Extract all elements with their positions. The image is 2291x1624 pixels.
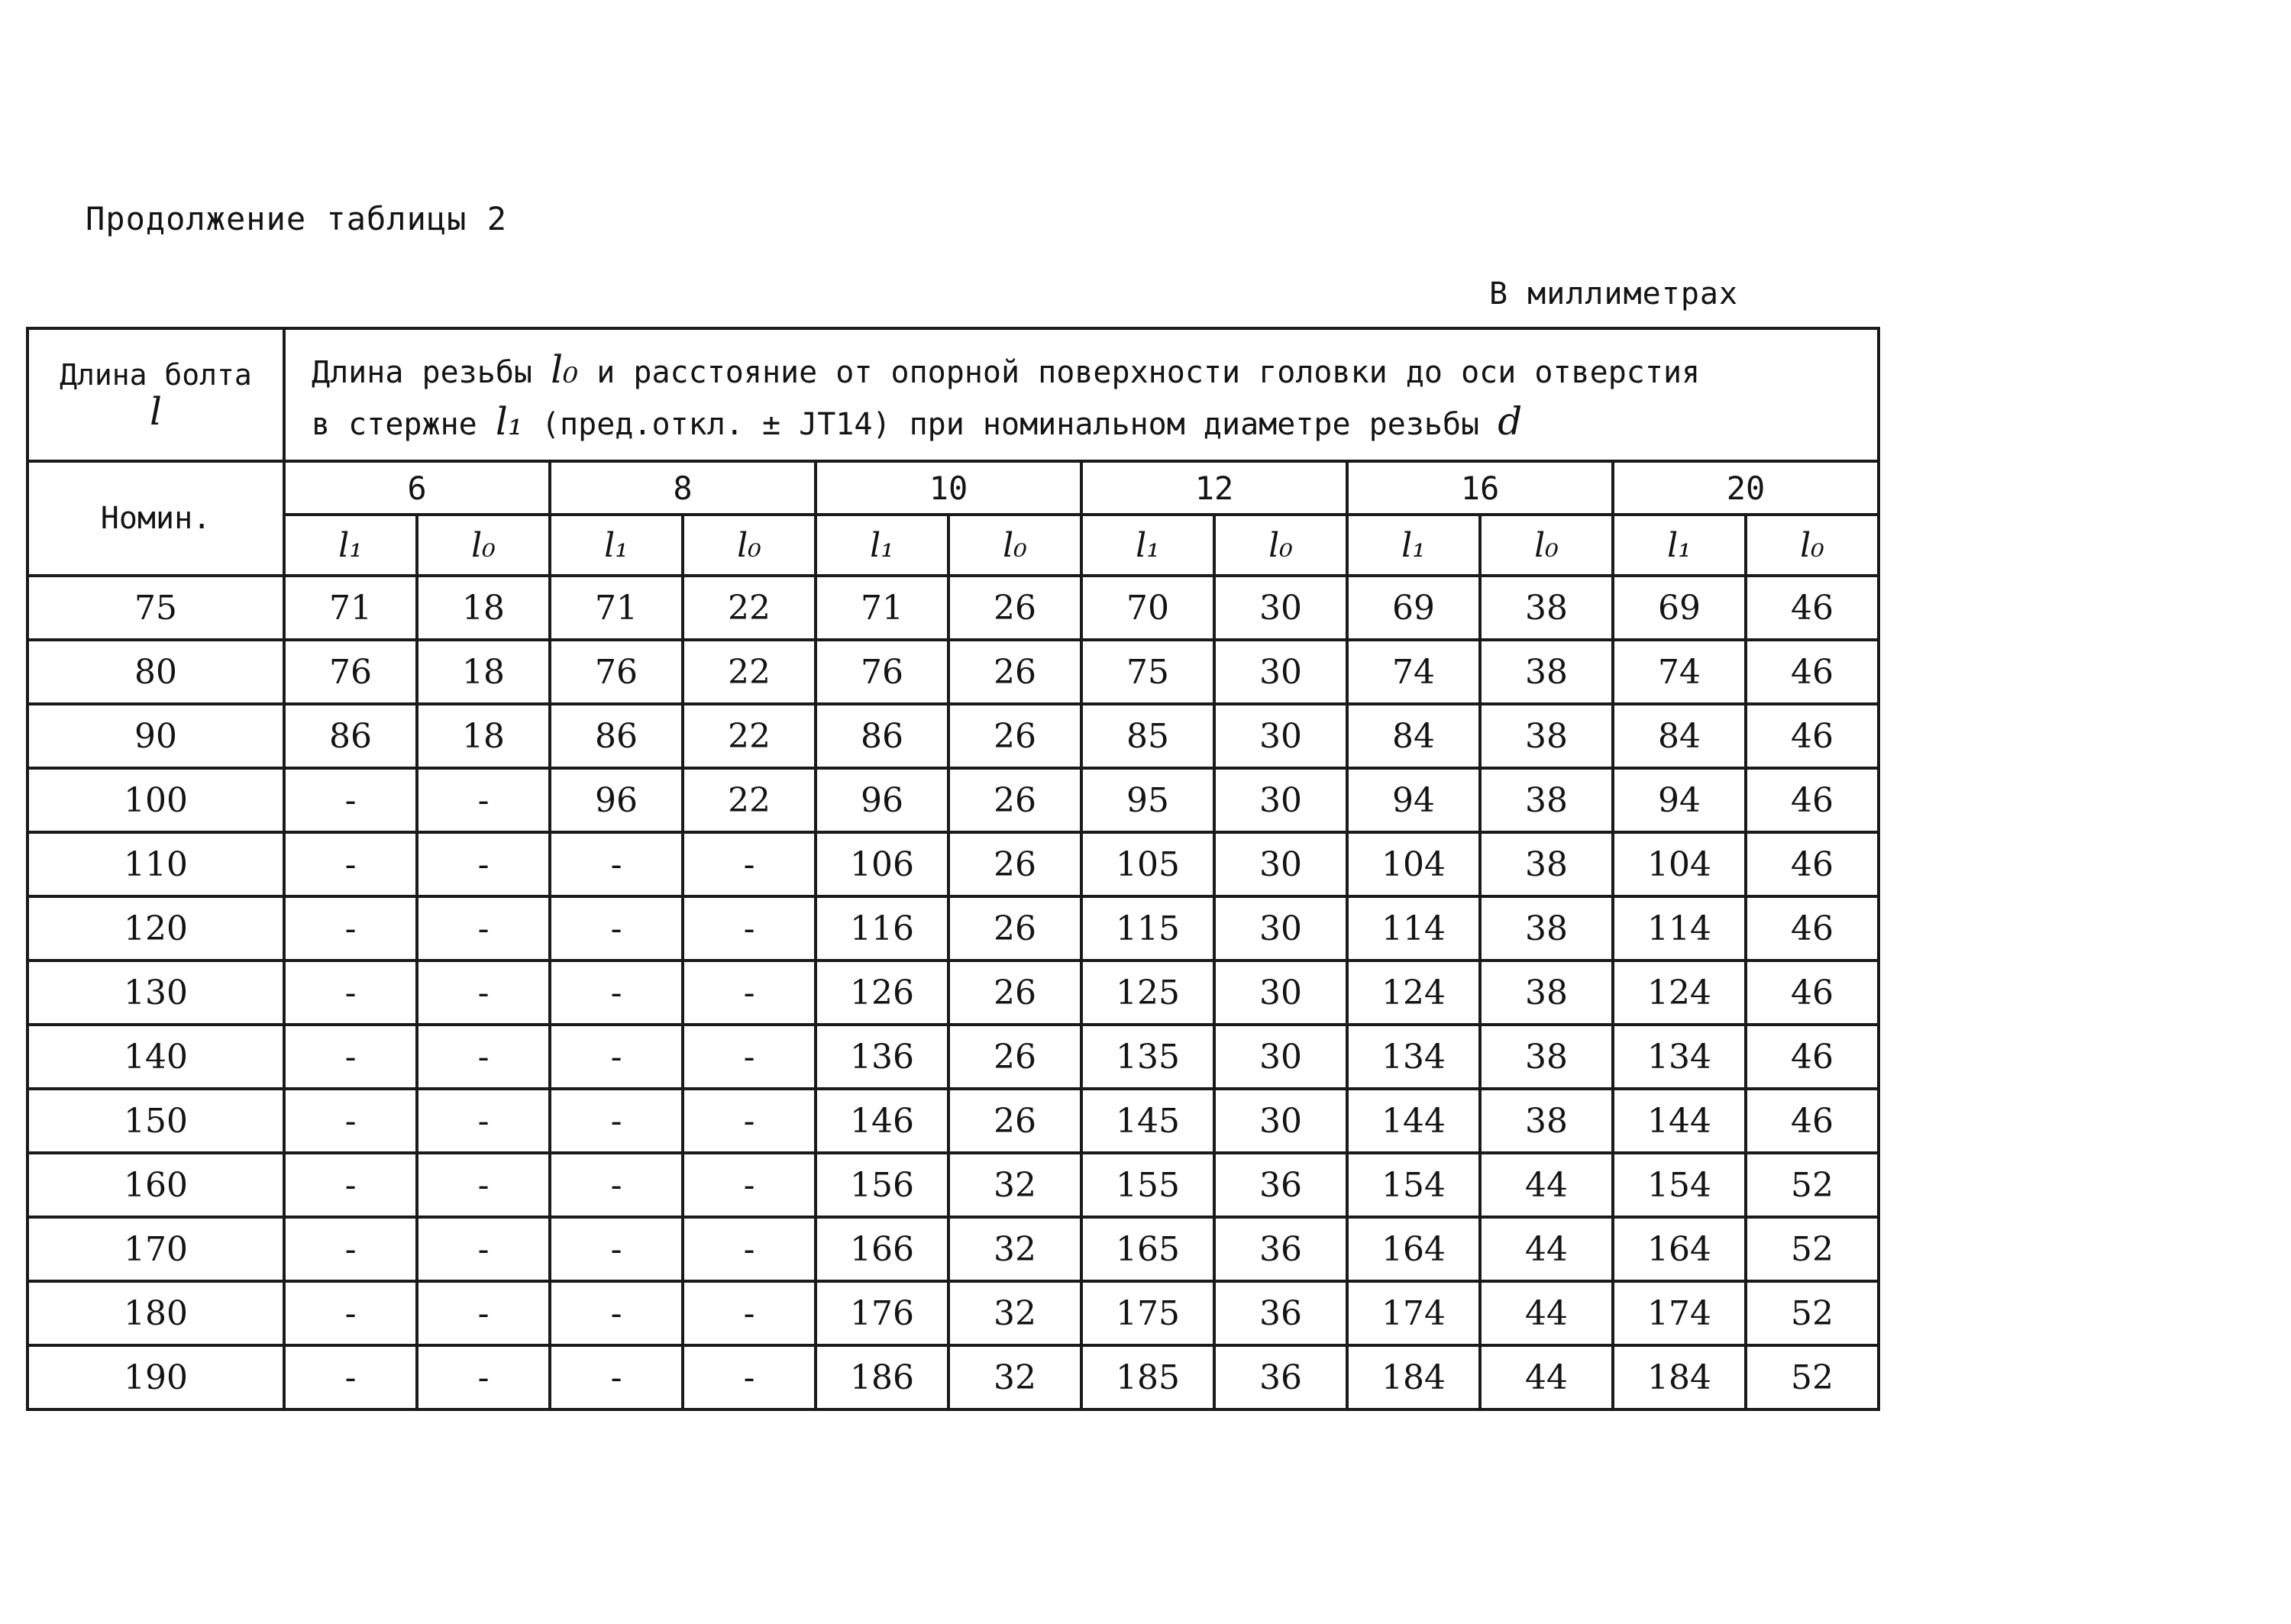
l1-value-cell: 156 [816,1153,948,1217]
l1-value-cell: 134 [1613,1025,1746,1089]
l0-value-cell: 38 [1480,576,1613,640]
l0-value-cell: 46 [1746,832,1879,896]
l0-value-cell: 30 [1214,896,1347,961]
l1-value-cell: - [550,1153,683,1217]
l1-value-cell: 184 [1613,1345,1746,1409]
l1-value-cell: 136 [816,1025,948,1089]
l0-value-cell: 22 [683,768,816,832]
l1-value-cell: - [284,1345,417,1409]
diameter-header-16: 16 [1347,461,1613,515]
bolt-length-cell: 110 [27,832,284,896]
l1-value-cell: - [550,1345,683,1409]
bolt-length-label: Длина болта [60,358,252,392]
l0-value-cell: 38 [1480,961,1613,1025]
sub-header-l0: l₀ [1214,515,1347,576]
l1-value-cell: 95 [1081,768,1214,832]
l1-value-cell: 94 [1347,768,1480,832]
l1-value-cell: 145 [1081,1089,1214,1153]
title-symbol-l0: l₀ [551,347,579,392]
l0-value-cell: 32 [948,1217,1081,1281]
l0-value-cell: 30 [1214,1089,1347,1153]
l1-value-cell: - [284,1217,417,1281]
l0-value-cell: 46 [1746,704,1879,768]
l1-value-cell: - [284,1281,417,1345]
table-head [27,328,1879,576]
l0-value-cell: 32 [948,1153,1081,1217]
l1-value-cell: - [550,1217,683,1281]
l1-value-cell: 114 [1347,896,1480,961]
title-symbol-d: d [1498,399,1523,444]
bolt-length-cell: 170 [27,1217,284,1281]
l0-value-cell: 26 [948,832,1081,896]
l1-value-cell: 135 [1081,1025,1214,1089]
title-text-2a: в стержне [312,407,496,442]
l1-value-cell: - [284,832,417,896]
bolt-length-header [27,328,284,461]
l1-value-cell: 116 [816,896,948,961]
l0-value-cell: - [417,768,550,832]
bolt-length-cell: 190 [27,1345,284,1409]
title-text-1a: Длина резьбы [312,355,551,390]
l0-value-cell: - [417,1025,550,1089]
l1-value-cell: 106 [816,832,948,896]
l0-value-cell: 30 [1214,832,1347,896]
l0-value-cell: 44 [1480,1217,1613,1281]
l1-value-cell: 154 [1613,1153,1746,1217]
l1-value-cell: 114 [1613,896,1746,961]
l1-value-cell: - [284,1025,417,1089]
table-row [27,896,1879,961]
l1-value-cell: 104 [1613,832,1746,896]
l1-value-cell: 144 [1613,1089,1746,1153]
table-row [27,1281,1879,1345]
l1-value-cell: 134 [1347,1025,1480,1089]
l0-value-cell: 18 [417,704,550,768]
l1-value-cell: 71 [816,576,948,640]
l0-value-cell: 46 [1746,576,1879,640]
l1-value-cell: 166 [816,1217,948,1281]
l1-value-cell: 175 [1081,1281,1214,1345]
l1-value-cell: - [284,961,417,1025]
l1-value-cell: 124 [1613,961,1746,1025]
l0-value-cell: - [417,1153,550,1217]
sub-header-l1: l₁ [284,515,417,576]
l1-value-cell: 176 [816,1281,948,1345]
l1-value-cell: - [284,1089,417,1153]
l0-value-cell: 46 [1746,1025,1879,1089]
l1-value-cell: 94 [1613,768,1746,832]
l0-value-cell: 36 [1214,1217,1347,1281]
l0-value-cell: 38 [1480,640,1613,704]
l0-value-cell: - [417,1217,550,1281]
l1-value-cell: 86 [284,704,417,768]
bolt-length-cell: 130 [27,961,284,1025]
l0-value-cell: 36 [1214,1345,1347,1409]
l1-value-cell: 71 [550,576,683,640]
l0-value-cell: - [417,1281,550,1345]
l0-value-cell: 36 [1214,1153,1347,1217]
l1-value-cell: 154 [1347,1153,1480,1217]
l1-value-cell: - [550,1025,683,1089]
title-text-1b: и расстояние от опорной поверхности головки до оси отверстия [578,355,1701,390]
l1-value-cell: - [550,1089,683,1153]
l1-value-cell: - [550,896,683,961]
sub-header-l0: l₀ [948,515,1081,576]
bolt-length-cell: 140 [27,1025,284,1089]
l0-value-cell: - [683,896,816,961]
diameter-header-6: 6 [284,461,550,515]
l0-value-cell: 46 [1746,640,1879,704]
l1-value-cell: 185 [1081,1345,1214,1409]
l0-value-cell: 36 [1214,1281,1347,1345]
l1-value-cell: - [284,768,417,832]
l0-value-cell: 26 [948,1025,1081,1089]
l0-value-cell: 46 [1746,1089,1879,1153]
bolt-thread-table [26,327,1880,1411]
l1-value-cell: 76 [816,640,948,704]
l0-value-cell: 52 [1746,1153,1879,1217]
l0-value-cell: 18 [417,640,550,704]
l1-value-cell: 165 [1081,1217,1214,1281]
l0-value-cell: - [683,961,816,1025]
bolt-length-cell: 75 [27,576,284,640]
l0-value-cell: 38 [1480,1089,1613,1153]
l1-value-cell: 69 [1613,576,1746,640]
l0-value-cell: - [417,1089,550,1153]
nominal-header: Номин. [27,461,284,576]
bolt-length-cell: 90 [27,704,284,768]
l0-value-cell: - [683,1089,816,1153]
l0-value-cell: 26 [948,961,1081,1025]
l1-value-cell: 124 [1347,961,1480,1025]
l1-value-cell: 146 [816,1089,948,1153]
l0-value-cell: - [683,1281,816,1345]
table-row [27,1153,1879,1217]
title-symbol-l1: l₁ [495,399,523,444]
l1-value-cell: 144 [1347,1089,1480,1153]
l1-value-cell: - [284,896,417,961]
l0-value-cell: 30 [1214,1025,1347,1089]
table-row [27,1217,1879,1281]
l1-value-cell: 184 [1347,1345,1480,1409]
l0-value-cell: 30 [1214,768,1347,832]
table-row [27,576,1879,640]
header-row-subcolumns [27,515,1879,576]
l0-value-cell: - [417,832,550,896]
l0-value-cell: 52 [1746,1281,1879,1345]
header-row-title [27,328,1879,461]
l0-value-cell: 30 [1214,576,1347,640]
l0-value-cell: 38 [1480,896,1613,961]
sub-header-l0: l₀ [417,515,550,576]
diameter-header-8: 8 [550,461,816,515]
l1-value-cell: 125 [1081,961,1214,1025]
l1-value-cell: - [284,1153,417,1217]
title-text-2b: (пред.откл. ± JT14) при номинальном диаметре резьбы [522,407,1498,442]
l0-value-cell: 22 [683,704,816,768]
l0-value-cell: 22 [683,576,816,640]
l1-value-cell: 76 [284,640,417,704]
l1-value-cell: 96 [816,768,948,832]
l0-value-cell: - [417,1345,550,1409]
l1-value-cell: 70 [1081,576,1214,640]
table-row [27,768,1879,832]
table-row [27,1345,1879,1409]
sub-header-l1: l₁ [550,515,683,576]
l0-value-cell: 38 [1480,832,1613,896]
l1-value-cell: 84 [1347,704,1480,768]
header-row-diameters [27,461,1879,515]
l0-value-cell: 26 [948,1089,1081,1153]
l1-value-cell: 115 [1081,896,1214,961]
l1-value-cell: 76 [550,640,683,704]
sub-header-l0: l₀ [1746,515,1879,576]
l1-value-cell: 74 [1347,640,1480,704]
l0-value-cell: 52 [1746,1345,1879,1409]
l1-value-cell: 104 [1347,832,1480,896]
bolt-length-cell: 80 [27,640,284,704]
diameter-header-20: 20 [1613,461,1879,515]
table-row [27,640,1879,704]
l0-value-cell: - [683,1153,816,1217]
l1-value-cell: 174 [1613,1281,1746,1345]
l0-value-cell: 22 [683,640,816,704]
bolt-length-cell: 100 [27,768,284,832]
table-row [27,704,1879,768]
l0-value-cell: 32 [948,1345,1081,1409]
l0-value-cell: 46 [1746,961,1879,1025]
l0-value-cell: - [683,1345,816,1409]
l0-value-cell: 18 [417,576,550,640]
sub-header-l1: l₁ [816,515,948,576]
table-body [27,576,1879,1409]
bolt-length-cell: 120 [27,896,284,961]
l1-value-cell: 86 [816,704,948,768]
table-row [27,832,1879,896]
l0-value-cell: 44 [1480,1153,1613,1217]
sub-header-l1: l₁ [1081,515,1214,576]
l1-value-cell: 85 [1081,704,1214,768]
l1-value-cell: 155 [1081,1153,1214,1217]
l1-value-cell: 74 [1613,640,1746,704]
l0-value-cell: 30 [1214,704,1347,768]
table-caption: Продолжение таблицы 2 [86,200,508,237]
l0-value-cell: 30 [1214,640,1347,704]
l1-value-cell: - [550,961,683,1025]
l1-value-cell: 105 [1081,832,1214,896]
table-row [27,1025,1879,1089]
sub-header-l0: l₀ [683,515,816,576]
table-row [27,961,1879,1025]
l1-value-cell: 71 [284,576,417,640]
l0-value-cell: 38 [1480,1025,1613,1089]
bolt-length-cell: 180 [27,1281,284,1345]
l0-value-cell: 26 [948,704,1081,768]
l0-value-cell: 26 [948,768,1081,832]
l1-value-cell: 84 [1613,704,1746,768]
diameter-header-12: 12 [1081,461,1347,515]
l0-value-cell: 26 [948,576,1081,640]
l0-value-cell: 44 [1480,1281,1613,1345]
l0-value-cell: 32 [948,1281,1081,1345]
sub-header-l0: l₀ [1480,515,1613,576]
l1-value-cell: - [550,1281,683,1345]
l0-value-cell: 44 [1480,1345,1613,1409]
l0-value-cell: 26 [948,896,1081,961]
l0-value-cell: 46 [1746,768,1879,832]
sub-header-l1: l₁ [1613,515,1746,576]
l1-value-cell: 164 [1347,1217,1480,1281]
l1-value-cell: 164 [1613,1217,1746,1281]
l1-value-cell: - [550,832,683,896]
table-row [27,1089,1879,1153]
diameter-header-10: 10 [816,461,1081,515]
l1-value-cell: 126 [816,961,948,1025]
l1-value-cell: 186 [816,1345,948,1409]
l1-value-cell: 174 [1347,1281,1480,1345]
l0-value-cell: - [683,832,816,896]
l1-value-cell: 69 [1347,576,1480,640]
l0-value-cell: 52 [1746,1217,1879,1281]
bolt-length-cell: 160 [27,1153,284,1217]
l0-value-cell: - [683,1025,816,1089]
l0-value-cell: - [683,1217,816,1281]
l0-value-cell: - [417,896,550,961]
l1-value-cell: 96 [550,768,683,832]
l0-value-cell: 38 [1480,704,1613,768]
units-label: В миллиметрах [1489,276,1739,312]
l1-value-cell: 75 [1081,640,1214,704]
bolt-length-cell: 150 [27,1089,284,1153]
l1-value-cell: 86 [550,704,683,768]
l0-value-cell: 38 [1480,768,1613,832]
thread-length-header [284,328,1879,461]
l0-value-cell: - [417,961,550,1025]
bolt-length-symbol: l [150,389,162,434]
l0-value-cell: 26 [948,640,1081,704]
sub-header-l1: l₁ [1347,515,1480,576]
l0-value-cell: 30 [1214,961,1347,1025]
l0-value-cell: 46 [1746,896,1879,961]
